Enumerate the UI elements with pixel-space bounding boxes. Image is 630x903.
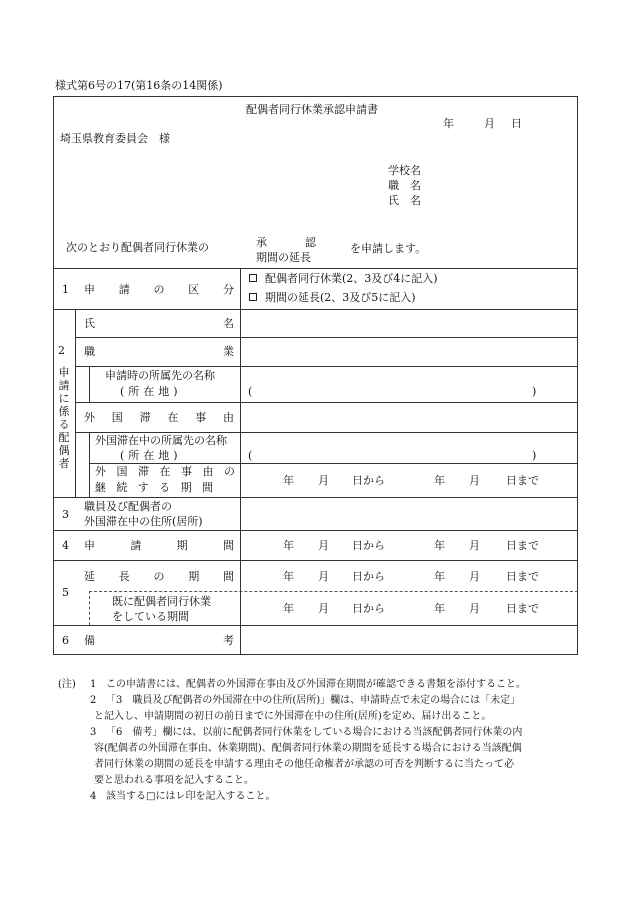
period-month: 月 xyxy=(318,602,329,615)
period-year: 年 xyxy=(434,474,445,487)
position-label: 職 名 xyxy=(388,179,421,192)
continuation-label-line2: 継 続 す る 期 間 xyxy=(95,481,213,494)
section5-number: 5 xyxy=(62,586,69,599)
period-to: 日まで xyxy=(506,570,539,583)
note-3-line: 要と思われる事項を記入すること。 xyxy=(94,775,254,786)
period-from: 日から xyxy=(352,474,385,487)
row4-label: 申 請 期 間 xyxy=(84,539,234,552)
note-4-line: 該当する□にはレ印を記入すること。 xyxy=(106,791,276,802)
foreign-paren-close: ) xyxy=(532,449,537,462)
affiliation-paren-close: ) xyxy=(532,385,537,398)
note-1-line: この申請書には、配偶者の外国滞在事由及び外国滞在期間が確認できる書類を添付すること。 xyxy=(106,679,526,690)
period-month: 月 xyxy=(469,570,480,583)
request-lead: 次のとおり配偶者同行休業の xyxy=(66,241,209,254)
notes-prefix: (注) xyxy=(58,679,76,690)
period-month: 月 xyxy=(469,602,480,615)
affiliation-location-label: (所在地) xyxy=(120,385,182,398)
row6-number: 6 xyxy=(62,634,69,647)
note-4-number: 4 xyxy=(90,791,97,802)
period-year: 年 xyxy=(434,539,445,552)
period-year: 年 xyxy=(283,602,294,615)
period-to: 日まで xyxy=(506,602,539,615)
checkbox-companion-leave[interactable] xyxy=(249,274,257,282)
form-title: 配偶者同行休業承認申請書 xyxy=(246,103,378,116)
row3-label-line1: 職員及び配偶者の xyxy=(84,500,172,513)
period-from: 日から xyxy=(352,602,385,615)
section2-vertical-label: 申請に係る配偶者 xyxy=(58,366,70,470)
date-day: 日 xyxy=(511,117,522,130)
period-to: 日まで xyxy=(506,474,539,487)
name-label: 氏 名 xyxy=(388,194,421,207)
affiliation-paren-open: ( xyxy=(248,385,253,398)
note-2-line: と記入し、申請期間の初日の前日までに外国滞在中の住所(居所)を定め、届け出ること。 xyxy=(94,711,492,722)
affiliation-label: 申請時の所属先の名称 xyxy=(105,369,215,382)
section2-number: 2 xyxy=(58,344,65,357)
note-2-line: 「3 職員及び配偶者の外国滞在中の住所(居所)」欄は、申請時点で未定の場合には「未定」 xyxy=(106,695,521,706)
period-month: 月 xyxy=(318,539,329,552)
note-3-line: 「6 備考」欄には、以前に配偶者同行休業をしている場合における当該配偶者同行休業の内 xyxy=(106,727,523,738)
period-year: 年 xyxy=(283,474,294,487)
request-option-extension: 期間の延長 xyxy=(256,251,311,264)
past-leave-label-line2: をしている期間 xyxy=(112,610,189,623)
period-month: 月 xyxy=(469,539,480,552)
extension-period-label: 延 長 の 期 間 xyxy=(84,570,234,583)
request-tail: を申請します。 xyxy=(350,242,427,255)
foreign-affiliation-label: 外国滞在中の所属先の名称 xyxy=(95,434,227,447)
remarks-label: 備 考 xyxy=(84,634,234,647)
period-from: 日から xyxy=(352,539,385,552)
period-month: 月 xyxy=(318,474,329,487)
foreign-stay-reason-label: 外 国 滞 在 事 由 xyxy=(84,411,234,424)
foreign-paren-open: ( xyxy=(248,449,253,462)
period-year: 年 xyxy=(283,570,294,583)
period-from: 日から xyxy=(352,570,385,583)
choice-companion-leave: 配偶者同行休業(2、3及び4に記入) xyxy=(265,272,438,285)
row4-number: 4 xyxy=(62,539,69,552)
spouse-occupation-label: 職 業 xyxy=(84,345,234,358)
continuation-label-line1: 外 国 滞 在 事 由 の xyxy=(95,465,235,478)
note-1-number: 1 xyxy=(90,679,97,690)
period-to: 日まで xyxy=(506,539,539,552)
note-2-number: 2 xyxy=(90,695,97,706)
past-leave-label-line1: 既に配偶者同行休業 xyxy=(112,595,211,608)
period-year: 年 xyxy=(283,539,294,552)
note-3-line: 容(配偶者の外国滞在事由、休業期間)、配偶者同行休業の期間を延長する場合における当該配偶 xyxy=(94,743,522,754)
period-month: 月 xyxy=(318,570,329,583)
row3-label-line2: 外国滞在中の住所(居所) xyxy=(84,515,203,528)
form-number: 様式第6号の17(第16条の14関係) xyxy=(55,79,223,92)
school-label: 学校名 xyxy=(388,164,421,177)
choice-period-extension: 期間の延長(2、3及び5に記入) xyxy=(265,291,416,304)
foreign-location-label: (所在地) xyxy=(120,449,182,462)
date-year: 年 xyxy=(443,117,454,130)
row1-number: 1 xyxy=(62,283,69,296)
request-option-approval: 承 認 xyxy=(256,236,316,249)
date-month: 月 xyxy=(484,117,495,130)
row1-label: 申 請 の 区 分 xyxy=(84,283,234,296)
checkbox-period-extension[interactable] xyxy=(249,293,257,301)
period-month: 月 xyxy=(469,474,480,487)
note-3-line: 者同行休業の期間の延長を申請する理由その他任命権者が承認の可否を判断するに当たって必 xyxy=(94,759,514,770)
note-3-number: 3 xyxy=(90,727,97,738)
spouse-name-label: 氏 名 xyxy=(84,317,234,330)
addressee: 埼玉県教育委員会 様 xyxy=(60,132,170,145)
period-year: 年 xyxy=(434,570,445,583)
row3-number: 3 xyxy=(62,508,69,521)
period-year: 年 xyxy=(434,602,445,615)
